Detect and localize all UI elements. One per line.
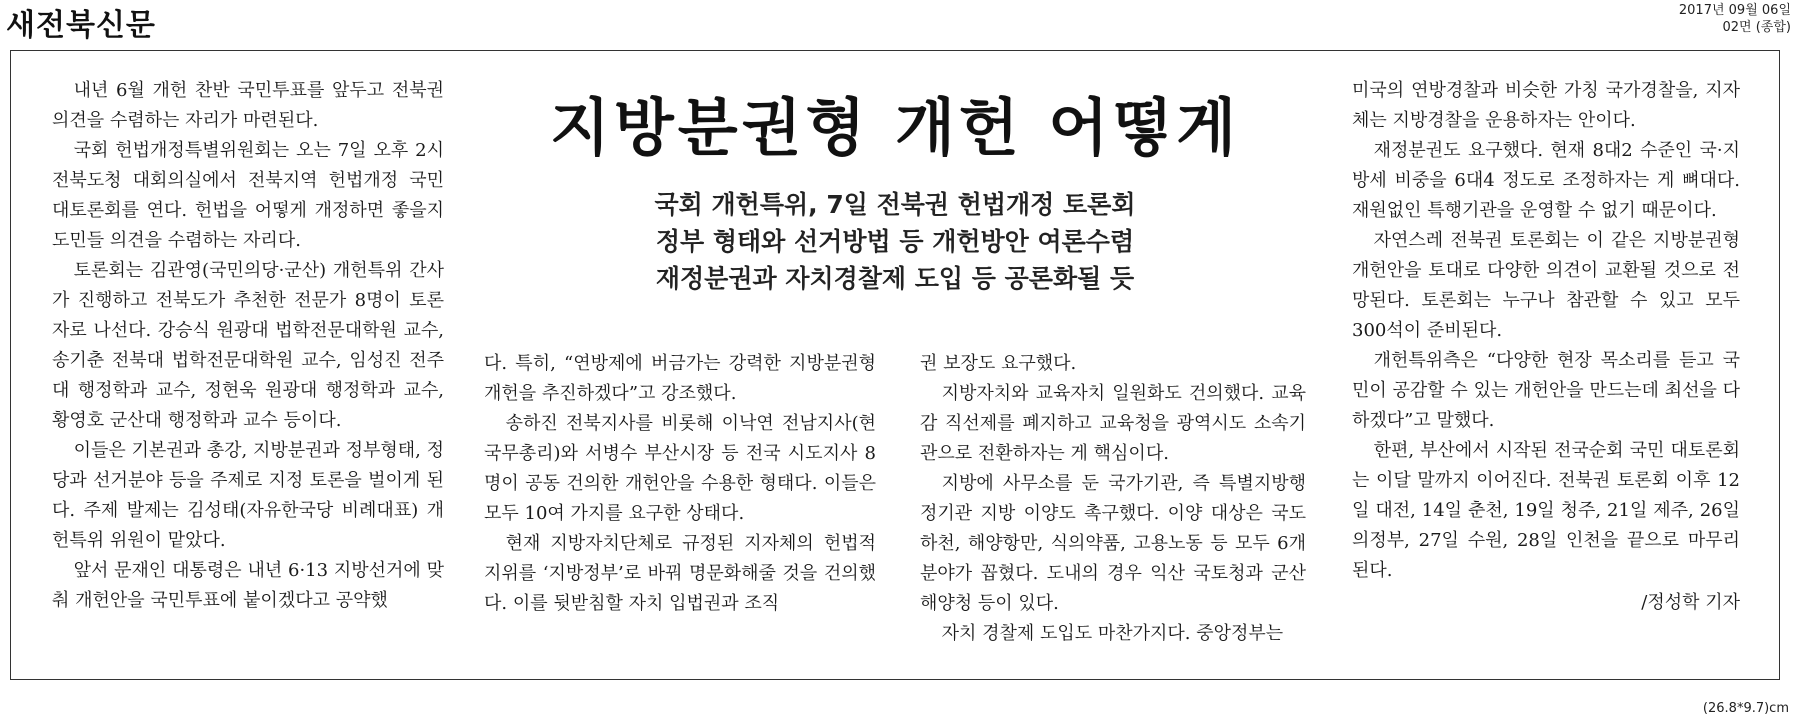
article-column-4 [1352,76,1740,618]
subheadline: 정부 형태와 선거방법 등 개헌방안 여론수렴 [655,227,1135,256]
paragraph: 미국의 연방경찰과 비슷한 가칭 국가경찰을, 지자체는 지방경찰을 운용하자는 안이다. [1352,80,1740,131]
article-column-3 [920,349,1306,649]
article-subheadlines [484,186,1306,297]
paragraph: 내년 6월 개헌 찬반 국민투표를 앞두고 전북권 의견을 수렴하는 자리가 마련된다. [52,80,444,131]
paragraph: 지방자치와 교육자치 일원화도 건의했다. 교육감 직선제를 폐지하고 교육청을 광역시도 소속기관으로 전환하자는 게 핵심이다. [920,383,1306,464]
paragraph: 자치 경찰제 도입도 마찬가지다. 중앙정부는 [941,623,1284,644]
publication-info [1679,2,1791,36]
article-column-1 [52,76,444,616]
paragraph: 국회 헌법개정특별위원회는 오는 7일 오후 2시 전북도청 대회의실에서 전북지역 헌법개정 국민 대토론회를 연다. 헌법을 어떻게 개정하면 좋을지 도민들 의견을 수렴하는 자리다. [52,140,444,251]
paragraph: 재정분권도 요구했다. 현재 8대2 수준인 국·지방세 비중을 6대4 정도로 조정하자는 게 뼈대다. 재원없인 특행기관을 운영할 수 없기 때문이다. [1352,140,1740,221]
article-column-2 [484,349,876,619]
newspaper-masthead: 새전북신문 [6,8,156,43]
subheadline: 국회 개헌특위, 7일 전북권 헌법개정 토론회 [654,190,1136,219]
paragraph: 한편, 부산에서 시작된 전국순회 국민 대토론회는 이달 말까지 이어진다. 전북권 토론회 이후 12일 대전, 14일 춘천, 19일 청주, 21일 제주, 26일 의정부, 27일 수원, 28일 인천을 끝으로 마무리 된다. [1352,440,1740,581]
paragraph: 권 보장도 요구했다. [920,353,1077,374]
paragraph: 다. 특히, “연방제에 버금가는 강력한 지방분권형 개헌을 추진하겠다”고 강조했다. [484,353,876,404]
paragraph: 현재 지방자치단체로 규정된 지자체의 헌법적 지위를 ‘지방정부’로 바꿔 명문화해줄 것을 건의했다. 이를 뒷받침할 자치 입법권과 조직 [484,533,876,614]
publication-date: 2017년 09월 06일 [1678,3,1791,18]
paragraph: 자연스레 전북권 토론회는 이 같은 지방분권형 개헌안을 토대로 다양한 의견이 교환될 것으로 전망된다. 토론회는 누구나 참관할 수 있고 모두 300석이 준비된다. [1352,230,1740,341]
paragraph: 개헌특위측은 “다양한 현장 목소리를 듣고 국민이 공감할 수 있는 개헌안을 만드는데 최선을 다하겠다”고 말했다. [1352,350,1740,431]
paragraph: 송하진 전북지사를 비롯해 이낙연 전남지사(현 국무총리)와 서병수 부산시장 등 전국 시도지사 8명이 공동 건의한 개헌안을 수용한 형태다. 이들은 모두 10여 가지를 요구한 상태다. [484,413,876,524]
article-headline: 지방분권형 개헌 어떻게 [549,91,1241,164]
page-section: 02면 (종합) [1722,20,1791,35]
paragraph: 토론회는 김관영(국민의당·군산) 개헌특위 간사가 진행하고 전북도가 추천한 전문가 8명이 토론자로 나선다. 강승식 원광대 법학전문대학원 교수, 송기춘 전북대 법학전문대학원 교수, 임성진 전주대 행정학과 교수, 정현욱 원광대 행정학과 교수, 황영호 군산대 행정학과 교수 등이다. [52,260,444,431]
subheadline: 재정분권과 자치경찰제 도입 등 공론화될 듯 [655,264,1135,293]
clipping-size-note: (26.8*9.7)cm [1702,701,1789,716]
paragraph: 앞서 문재인 대통령은 내년 6·13 지방선거에 맞춰 개헌안을 국민투표에 붙이겠다고 공약했 [52,560,444,611]
paragraph: 이들은 기본권과 총강, 지방분권과 정부형태, 정당과 선거분야 등을 주제로 지정 토론을 벌이게 된다. 주제 발제는 김성태(자유한국당 비례대표) 개헌특위 위원이 맡았다. [52,440,445,551]
paragraph: 지방에 사무소를 둔 국가기관, 즉 특별지방행정기관 지방 이양도 촉구했다. 이양 대상은 국도하천, 해양항만, 식의약품, 고용노동 등 모두 6개 분야가 꼽혔다. 도내의 경우 익산 국토청과 군산 해양청 등이 있다. [920,473,1306,614]
byline: /정성학 기자 [1641,592,1740,613]
